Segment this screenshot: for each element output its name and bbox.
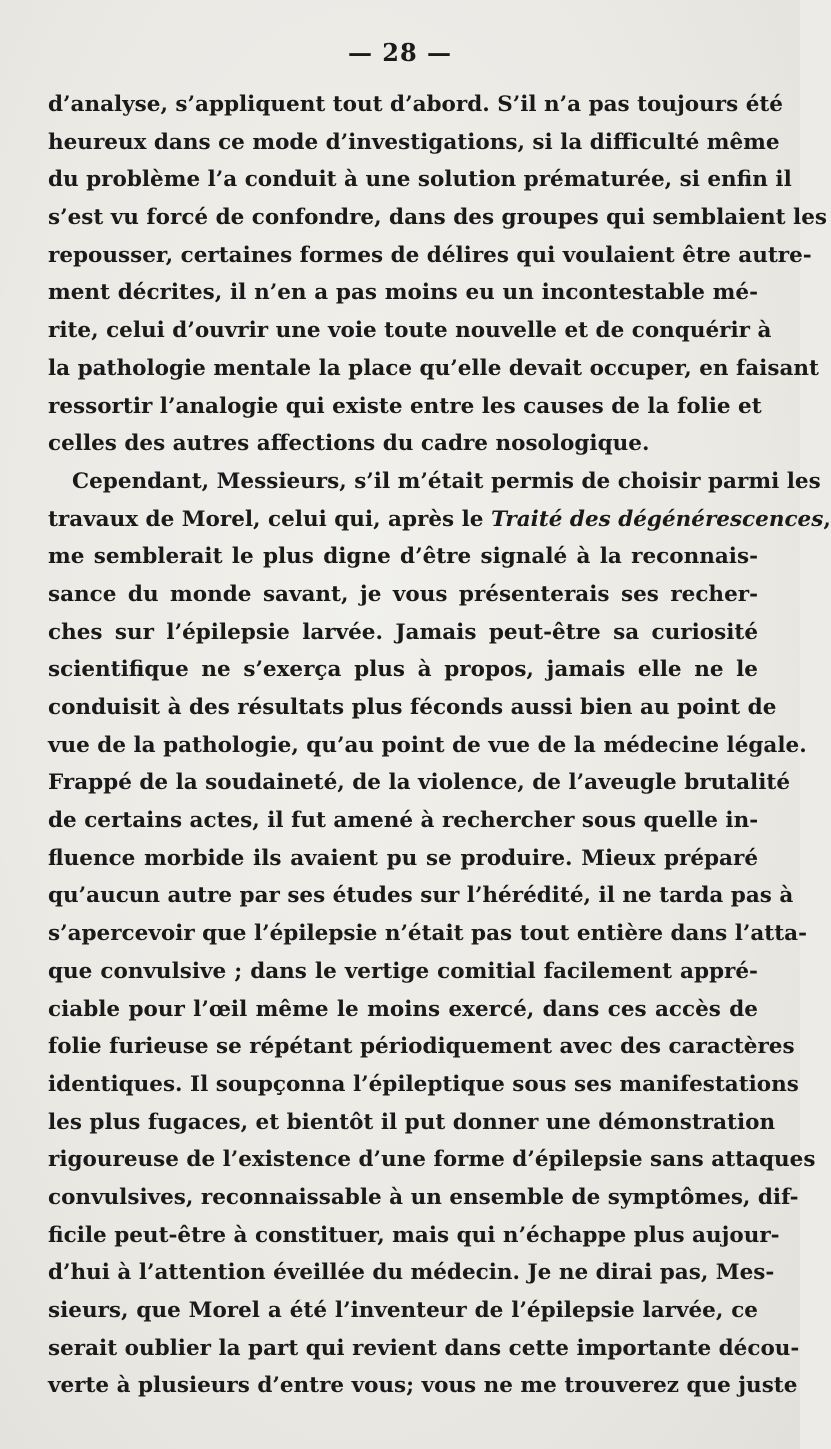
text-line: verte à plusieurs d’entre vous; vous ne me trouverez que juste <box>48 1373 798 1399</box>
text-line: que convulsive ; dans le vertige comitial facilement appré- <box>48 958 758 984</box>
text-line: conduisit à des résultats plus féconds aussi bien au point de <box>48 695 777 720</box>
text-line: repousser, certaines formes de délires qui voulaient être autre- <box>48 242 812 268</box>
text-line: serait oublier la part qui revient dans cette importante décou- <box>48 1335 800 1361</box>
text-line: fluence morbide ils avaient pu se produire. Mieux préparé <box>48 845 758 871</box>
text-line <box>48 501 831 539</box>
text-line: d’analyse, s’appliquent tout d’abord. S’il n’a pas toujours été <box>48 92 783 117</box>
text-line: rigoureuse de l’existence d’une forme d’épilepsie sans attaques <box>48 1147 816 1173</box>
text-line: ficile peut-être à constituer, mais qui n’échappe plus aujour- <box>48 1222 780 1248</box>
text-line: ment décrites, il n’en a pas moins eu un incontestable mé- <box>48 280 758 306</box>
book-title: Traité des dégénérescences <box>490 506 824 532</box>
text-line: d’hui à l’attention éveillée du médecin. Je ne dirai pas, Mes- <box>48 1260 775 1286</box>
text-line: ches sur l’épilepsie larvée. Jamais peut-être sa curiosité <box>48 619 758 645</box>
text-line: scientifique ne s’exerça plus à propos, jamais elle ne le <box>48 657 758 683</box>
text-line: s’est vu forcé de confondre, dans des groupes qui semblaient les <box>48 205 828 231</box>
text-line: la pathologie mentale la place qu’elle devait occuper, en faisant <box>48 355 819 381</box>
text-line: rite, celui d’ouvrir une voie toute nouvelle et de conquérir à <box>48 318 772 344</box>
text-line: celles des autres affections du cadre nosologique. <box>48 431 650 457</box>
text-line: identiques. Il soupçonna l’épileptique sous ses manifestations <box>48 1071 799 1097</box>
text-line: sance du monde savant, je vous présenterais ses recher- <box>48 581 758 607</box>
text-line: convulsives, reconnaissable à un ensemble de symptômes, dif- <box>48 1184 799 1210</box>
text-line: Cependant, Messieurs, s’il m’était permis de choisir parmi les <box>72 468 821 494</box>
text-line: me semblerait le plus digne d’être signalé à la reconnais- <box>48 544 758 570</box>
text-line: sieurs, que Morel a été l’inventeur de l’épilepsie larvée, ce <box>48 1298 758 1323</box>
text-line: heureux dans ce mode d’investigations, si la difficulté même <box>48 129 780 155</box>
body-text <box>48 86 831 1405</box>
text-line: vue de la pathologie, qu’au point de vue de la médecine légale. <box>48 732 807 758</box>
text-line: folie furieuse se répétant périodiquement avec des caractères <box>48 1034 795 1060</box>
text-segment: , <box>823 506 831 532</box>
text-line: s’apercevoir que l’épilepsie n’était pas tout entière dans l’atta- <box>48 921 807 947</box>
text-line: qu’aucun autre par ses études sur l’hérédité, il ne tarda pas à <box>48 883 794 909</box>
text-line: du problème l’a conduit à une solution prématurée, si enfin il <box>48 167 792 193</box>
text-line: de certains actes, il fut amené à rechercher sous quelle in- <box>48 808 759 834</box>
text-segment: travaux de Morel, celui qui, après le <box>48 506 491 532</box>
text-line: Frappé de la soudaineté, de la violence, de l’aveugle brutalité <box>48 770 791 796</box>
text-line: ciable pour l’œil même le moins exercé, dans ces accès de <box>48 996 758 1022</box>
text-line: ressortir l’analogie qui existe entre les causes de la folie et <box>48 393 762 419</box>
page-number: — 28 — <box>347 38 453 67</box>
text-line: les plus fugaces, et bientôt il put donner une démonstration <box>48 1109 776 1135</box>
